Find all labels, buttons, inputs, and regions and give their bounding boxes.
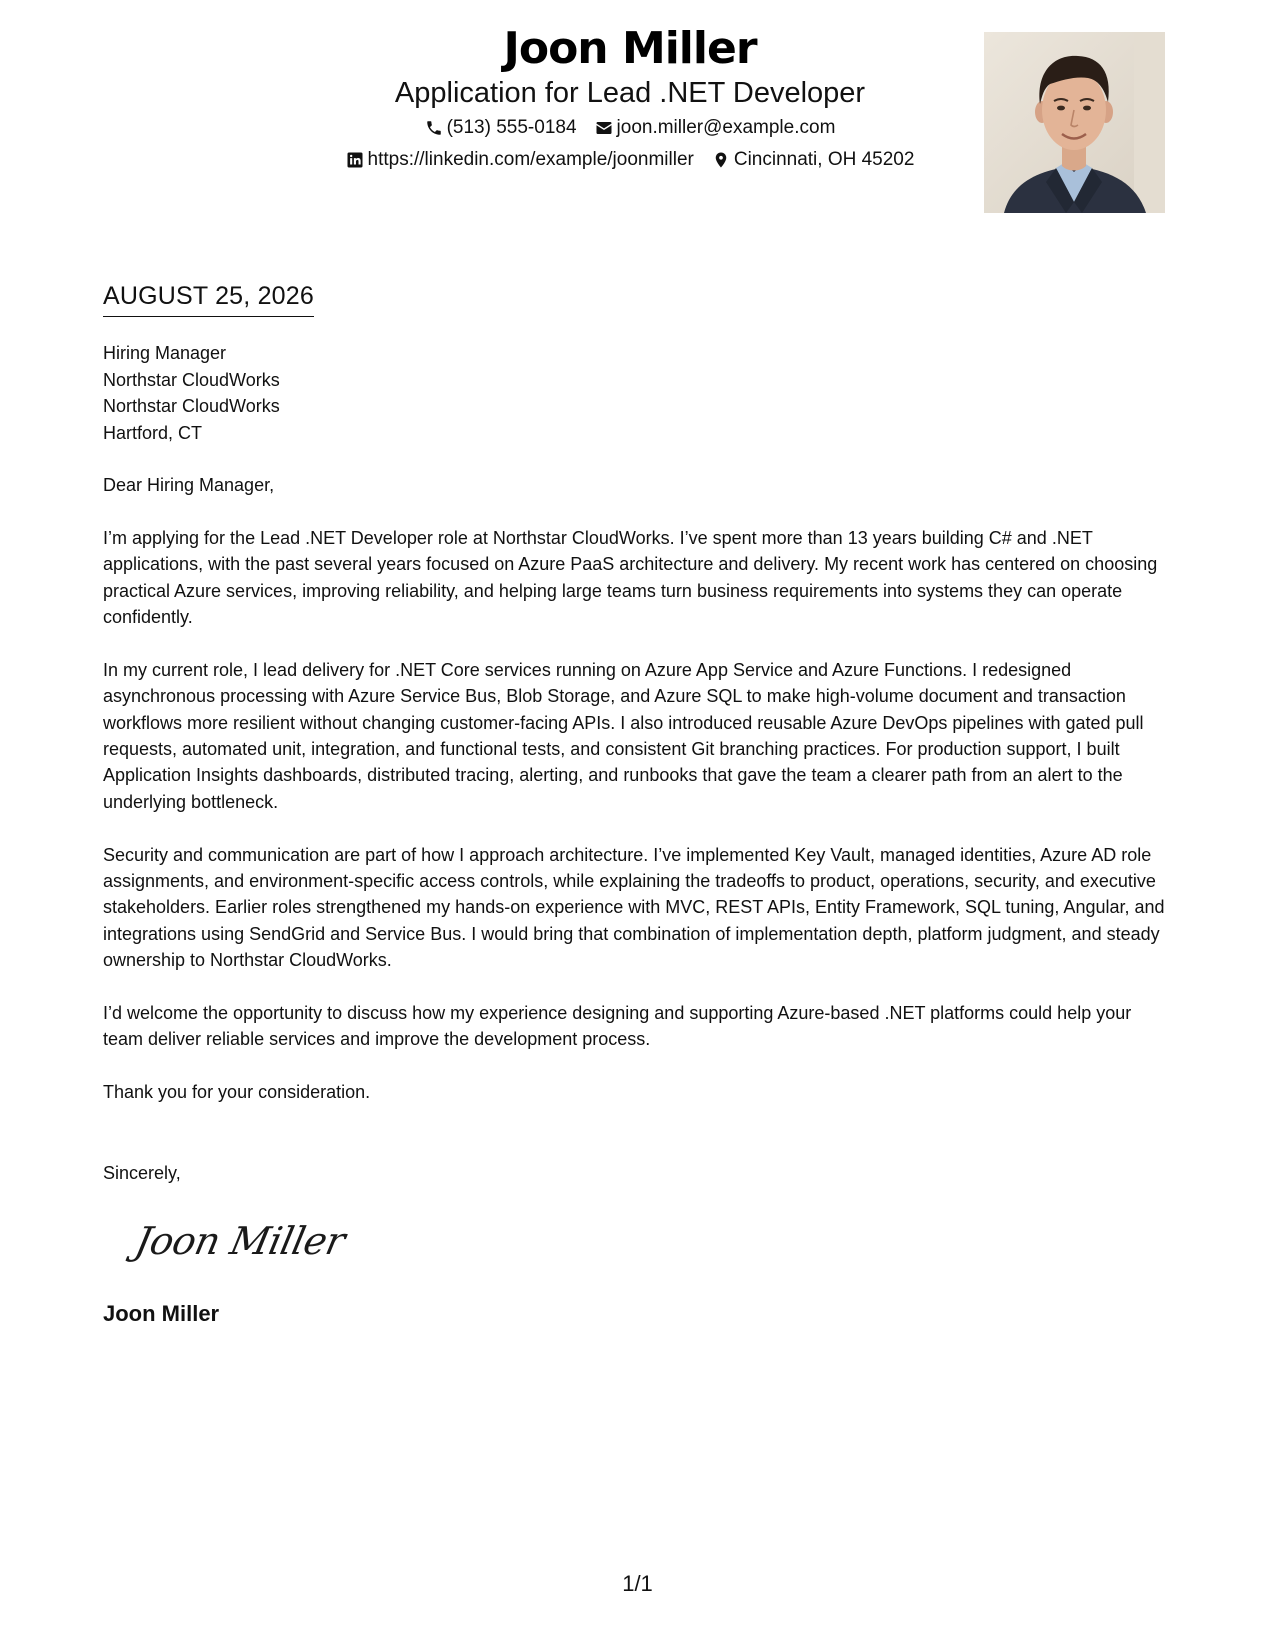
recipient-company-repeat: Northstar CloudWorks (103, 396, 280, 416)
email-text: joon.miller@example.com (616, 117, 836, 138)
contact-phone[interactable] (425, 116, 577, 140)
linkedin-text: https://linkedin.com/example/joonmiller (367, 149, 694, 170)
closing-line: Sincerely, (103, 1163, 181, 1183)
phone-icon (425, 119, 443, 137)
salutation: Dear Hiring Manager, (103, 475, 275, 495)
linkedin-icon (346, 151, 364, 169)
body-paragraph: I’d welcome the opportunity to discuss how my experience designing and supporting Azure-based .NET platforms could help your team deliver reliable services and improve the development process. (103, 1003, 1132, 1050)
body-paragraph: In my current role, I lead delivery for .NET Core services running on Azure App Service and Azure Functions. I redesigned asynchronous processing with Azure Service Bus, Blob Storage, and Azure SQL to make high-volume document and transaction workflows more resilient without changing customer-facing APIs. I also introduced reusable Azure DevOps pipelines with gated pull requests, automated unit, integration, and functional tests, and consistent Git branching practices. For production support, I built Application Insights dashboards, distributed tracing, alerting, and runbooks that gave the team a clearer path from an alert to the underlying bottleneck. (103, 659, 1144, 812)
contact-location (712, 148, 915, 172)
recipient-location: Hartford, CT (103, 422, 203, 443)
body-paragraph: Security and communication are part of how I approach architecture. I’ve implemented Key Vault, managed identities, Azure AD role assignments, and environment-specific access controls, while explaining the tradeoffs to product, operations, security, and executive stakeholders. Earlier roles strengthened my hands-on experience with MVC, REST APIs, Entity Framework, SQL tuning, Angular, and integrations using SendGrid and Service Bus. I would bring that combination of implementation depth, platform judgment, and steady ownership to Northstar CloudWorks. (103, 844, 1165, 971)
portrait-image (984, 32, 1165, 213)
thank-you-line: Thank you for your consideration. (103, 1082, 371, 1103)
profile-photo (984, 32, 1165, 213)
handwritten-signature: Joon Miller (131, 1219, 349, 1263)
phone-text: (513) 555-0184 (446, 117, 577, 138)
signoff-name: Joon Miller (103, 1301, 220, 1326)
contact-email[interactable] (595, 116, 836, 140)
map-pin-icon (712, 151, 730, 169)
application-title: Application for Lead .NET Developer (394, 77, 866, 109)
contact-row-primary (300, 116, 960, 140)
letter-body (103, 472, 1173, 1106)
page-number: 1/1 (622, 1571, 653, 1596)
recipient-block (103, 340, 280, 446)
letter-date: AUGUST 25, 2026 (103, 280, 314, 317)
contact-linkedin[interactable] (346, 148, 694, 172)
recipient-company: Northstar CloudWorks (103, 369, 280, 390)
contact-row-secondary (300, 148, 960, 172)
applicant-name: Joon Miller (503, 23, 757, 74)
location-text: Cincinnati, OH 45202 (733, 149, 915, 170)
envelope-icon (595, 119, 613, 137)
letter-header (300, 22, 960, 172)
recipient-title: Hiring Manager (103, 343, 227, 363)
body-paragraph: I’m applying for the Lead .NET Developer role at Northstar CloudWorks. I’ve spent more than 13 years building C# and .NET applications, with the past several years focused on Azure PaaS architecture and delivery. My recent work has centered on choosing practical Azure services, improving reliability, and helping large teams turn business requirements into systems they can operate confidently. (103, 527, 1158, 628)
